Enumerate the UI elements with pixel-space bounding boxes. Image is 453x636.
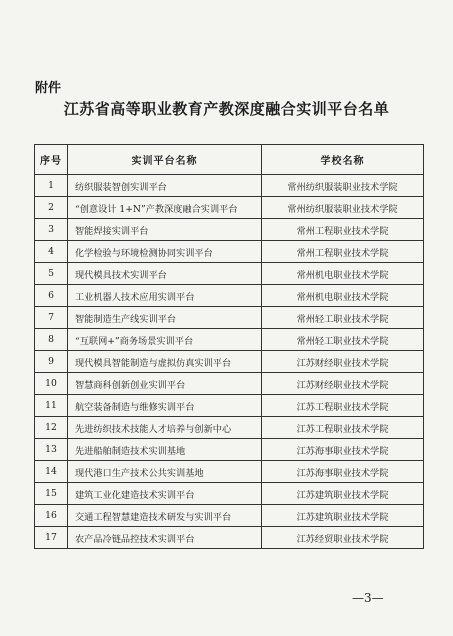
row-number: 4 [35,241,68,263]
school-name: 常州机电职业技术学院 [262,263,424,285]
platform-name: “互联网+”商务场景实训平台 [68,329,262,351]
school-name: 江苏财经职业技术学院 [262,351,424,373]
school-name: 江苏工程职业技术学院 [262,395,424,417]
school-name: 常州纺织服装职业技术学院 [262,197,424,219]
row-number: 12 [35,417,68,439]
row-number: 7 [35,307,68,329]
platform-name: 现代港口生产技术公共实训基地 [68,461,262,483]
platform-name: 工业机器人技术应用实训平台 [68,285,262,307]
school-name: 江苏建筑职业技术学院 [262,483,424,505]
table-row [35,263,424,285]
school-name: 江苏财经职业技术学院 [262,373,424,395]
table-row [35,395,424,417]
school-name: 江苏海事职业技术学院 [262,461,424,483]
row-number: 5 [35,263,68,285]
table-row [35,461,424,483]
row-number: 8 [35,329,68,351]
row-number: 9 [35,351,68,373]
table-row [35,351,424,373]
platform-name: 智能制造生产线实训平台 [68,307,262,329]
row-number: 3 [35,219,68,241]
row-number: 2 [35,197,68,219]
school-name: 江苏工程职业技术学院 [262,417,424,439]
document-title: 江苏省高等职业教育产教深度融合实训平台名单 [63,100,390,118]
school-name: 常州纺织服装职业技术学院 [262,175,424,197]
platform-name: 交通工程智慧建造技术研发与实训平台 [68,505,262,527]
row-number: 16 [35,505,68,527]
table-row [35,285,424,307]
table-row [35,483,424,505]
row-number: 13 [35,439,68,461]
table-row [35,329,424,351]
school-name: 常州工程职业技术学院 [262,241,424,263]
platform-name: 建筑工业化建造技术实训平台 [68,483,262,505]
table-row [35,527,424,549]
column-header-platform: 实训平台名称 [68,145,262,175]
platform-name: 智慧商科创新创业实训平台 [68,373,262,395]
table-header-row [35,145,424,175]
school-name: 常州机电职业技术学院 [262,285,424,307]
attachment-label: 附件 [35,81,62,96]
page-number: —3— [352,591,384,605]
row-number: 17 [35,527,68,549]
platform-name: 化学检验与环境检测协同实训平台 [68,241,262,263]
table-row [35,373,424,395]
table-row [35,175,424,197]
column-header-school: 学校名称 [262,145,424,175]
table-row [35,439,424,461]
column-header-no: 序号 [35,145,68,175]
platform-name: 现代模具技术实训平台 [68,263,262,285]
platform-name: 农产品冷链品控技术实训平台 [68,527,262,549]
platform-name: 纺织服装智创实训平台 [68,175,262,197]
school-name: 常州轻工职业技术学院 [262,307,424,329]
school-name: 江苏建筑职业技术学院 [262,505,424,527]
platform-table [34,144,424,549]
platform-name: 先进船舶制造技术实训基地 [68,439,262,461]
row-number: 15 [35,483,68,505]
row-number: 14 [35,461,68,483]
row-number: 6 [35,285,68,307]
platform-name: 先进纺织技术技能人才培养与创新中心 [68,417,262,439]
platform-name: 航空装备制造与维修实训平台 [68,395,262,417]
platform-name: 智能焊接实训平台 [68,219,262,241]
platform-name: “创意设计 1+N”产教深度融合实训平台 [68,197,262,219]
table-row [35,505,424,527]
row-number: 1 [35,175,68,197]
row-number: 10 [35,373,68,395]
school-name: 江苏经贸职业技术学院 [262,527,424,549]
platform-name: 现代模具智能制造与虚拟仿真实训平台 [68,351,262,373]
table-row [35,241,424,263]
table-row [35,197,424,219]
table-row [35,219,424,241]
row-number: 11 [35,395,68,417]
table-row [35,417,424,439]
school-name: 常州工程职业技术学院 [262,219,424,241]
school-name: 江苏海事职业技术学院 [262,439,424,461]
school-name: 常州轻工职业技术学院 [262,329,424,351]
table-row [35,307,424,329]
